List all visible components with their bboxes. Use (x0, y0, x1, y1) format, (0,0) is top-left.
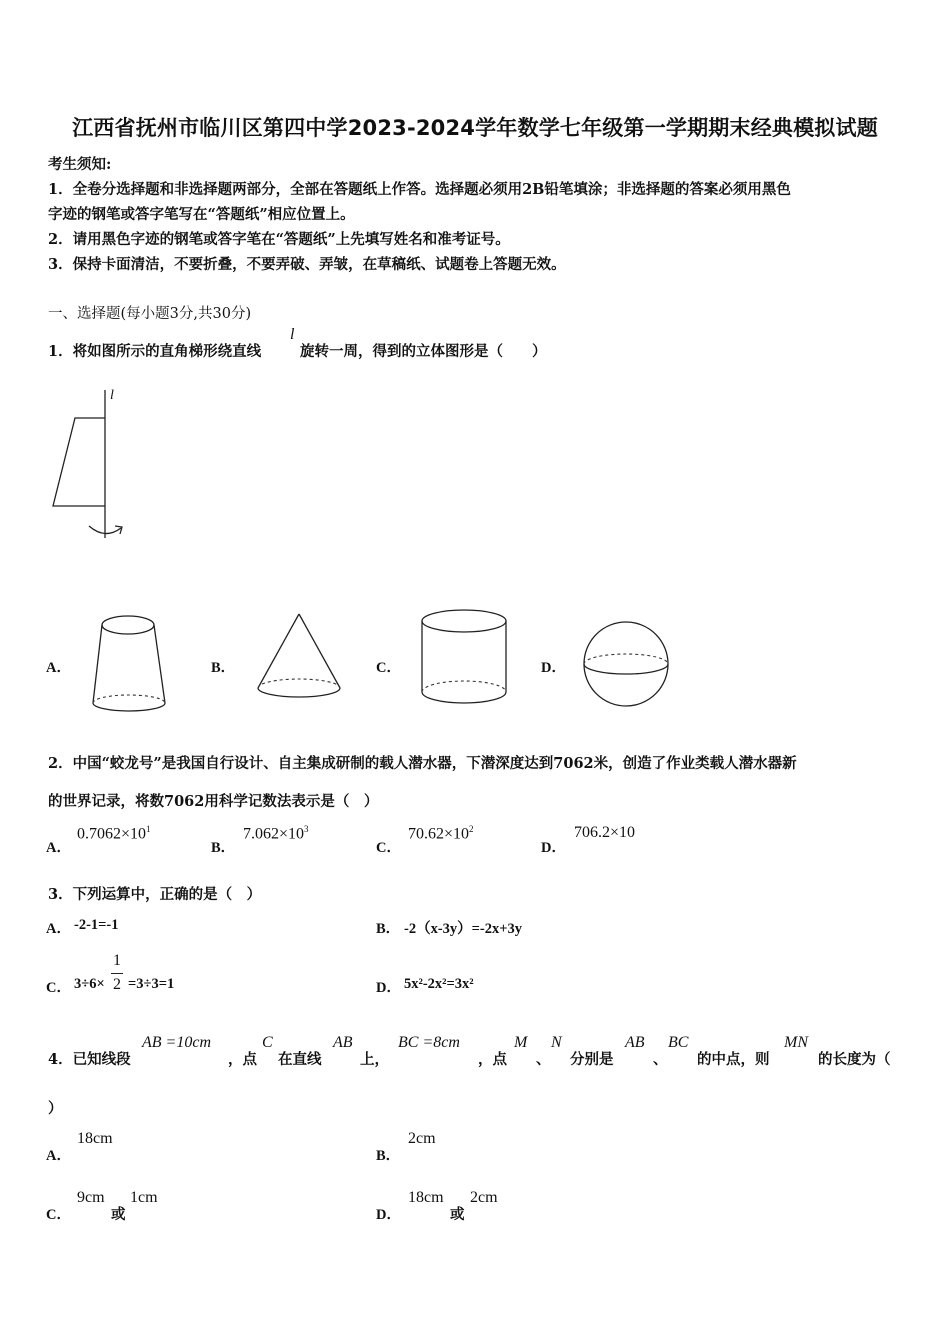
q3-option-b-text: -2（x-3y）=-2x+3y (404, 921, 523, 937)
q4-stem-text: 分别是 (570, 1051, 614, 1068)
q3-option-a-text: -2-1=-1 (74, 917, 119, 933)
q1-stem-part1: 1．将如图所示的直角梯形绕直线 (48, 343, 262, 360)
q3-option-c-prefix: 3÷6× (74, 976, 105, 992)
q2-stem-line2: 的世界记录，将数7062用科学记数法表示是（ ） (48, 793, 379, 810)
q4-option-c-label: C． (46, 1207, 71, 1223)
q4-option-d-label: D． (376, 1207, 401, 1223)
fraction-denominator: 2 (113, 976, 121, 993)
q4-math-ab: AB =10cm (142, 1034, 211, 1051)
q4-stem-text: 4．已知线段 (48, 1051, 131, 1068)
notice-item: 字迹的钢笔或答字笔写在“答题纸”相应位置上。 (48, 206, 355, 223)
q2-option-d-value: 706.2×10 (574, 824, 636, 841)
q3-option-c-label: C． (46, 980, 71, 996)
q3-option-b-label: B． (376, 921, 401, 937)
q4-stem-text: ，点 (478, 1051, 507, 1068)
q2-option-b-value: $7.062\times 10^3$ (243, 824, 309, 843)
q1-var-l: l (290, 326, 295, 343)
q4-math-m: M (514, 1034, 528, 1051)
q2-stem-line1: 2．中国“蛟龙号”是我国自行设计、自主集成研制的载人潜水器，下潜深度达到7062米，创造了作业类载人潜水器新 (48, 755, 797, 772)
notice-heading: 考生须知: (48, 156, 112, 173)
notice-item: 1．全卷分选择题和非选择题两部分，全部在答题纸上作答。选择题必须用2B铅笔填涂；非选择题的答案必须用黑色 (48, 181, 791, 198)
q4-option-c-value1: 9cm (77, 1189, 105, 1206)
q1-option-a-label: A． (46, 660, 71, 676)
q3-option-d-label: D． (376, 980, 401, 996)
fraction-numerator: 1 (113, 952, 121, 969)
axis-label-l: l (110, 388, 114, 403)
trapezoid-rotation-figure (45, 388, 135, 548)
q4-math-n: N (551, 1034, 562, 1051)
q2-option-c-label: C． (376, 840, 401, 856)
q4-option-a-label: A． (46, 1148, 71, 1164)
q1-option-b-label: B． (211, 660, 236, 676)
q4-math-c: C (262, 1034, 273, 1051)
q3-option-c-suffix: =3÷3=1 (128, 976, 175, 992)
q4-math-ab-line: AB (333, 1034, 353, 1051)
fraction-bar (111, 973, 123, 974)
q2-option-d-label: D． (541, 840, 566, 856)
q4-option-b-value: 2cm (408, 1130, 436, 1147)
frustum-icon (88, 612, 173, 720)
q4-math-bc-mid: BC (668, 1034, 689, 1051)
q3-option-a-label: A． (46, 921, 71, 937)
page-title: 江西省抚州市临川区第四中学2023-2024学年数学七年级第一学期期末经典模拟试题 (72, 116, 878, 140)
q1-option-c-label: C． (376, 660, 401, 676)
q4-option-a-value: 18cm (77, 1130, 113, 1147)
q3-stem: 3．下列运算中，正确的是（ ） (48, 886, 262, 903)
q4-math-bc: BC =8cm (398, 1034, 460, 1051)
q4-stem-text: 的中点，则 (697, 1051, 770, 1068)
q1-stem-part2: 旋转一周，得到的立体图形是（ ） (300, 343, 547, 360)
q4-option-c-value2: 1cm (130, 1189, 158, 1206)
notice-item: 2．请用黑色字迹的钢笔或答字笔在“答题纸”上先填写姓名和准考证号。 (48, 231, 510, 248)
cone-icon (250, 610, 350, 706)
q4-stem-text: 、 (653, 1051, 668, 1068)
q4-stem-text: ） (48, 1100, 63, 1117)
q4-option-d-value1: 18cm (408, 1189, 444, 1206)
q4-option-d-value2: 2cm (470, 1189, 498, 1206)
q2-option-a-label: A． (46, 840, 71, 856)
q2-option-c-value: $70.62\times 10^2$ (408, 824, 474, 843)
q4-math-ab-mid: AB (625, 1034, 645, 1051)
q4-option-c-or: 或 (111, 1206, 126, 1223)
q4-stem-text: 在直线 (278, 1051, 322, 1068)
q3-option-d-text: 5x²-2x²=3x² (404, 976, 474, 992)
q4-stem-text: 的长度为（ (818, 1051, 891, 1068)
sphere-icon (580, 618, 672, 710)
q1-option-d-label: D． (541, 660, 566, 676)
q4-math-mn: MN (784, 1034, 808, 1051)
cylinder-icon (418, 604, 512, 712)
notice-item: 3．保持卡面清洁，不要折叠，不要弄破、弄皱，在草稿纸、试题卷上答题无效。 (48, 256, 566, 273)
q4-stem-text: 上， (360, 1051, 389, 1068)
section-heading: 一、选择题(每小题3分,共30分) (48, 306, 252, 322)
q2-option-a-value: $0.7062\times 10^1$ (77, 824, 151, 843)
q4-option-d-or: 或 (450, 1206, 465, 1223)
q2-option-b-label: B． (211, 840, 236, 856)
q4-option-b-label: B． (376, 1148, 401, 1164)
q4-stem-text: ，点 (228, 1051, 257, 1068)
q4-stem-text: 、 (536, 1051, 551, 1068)
